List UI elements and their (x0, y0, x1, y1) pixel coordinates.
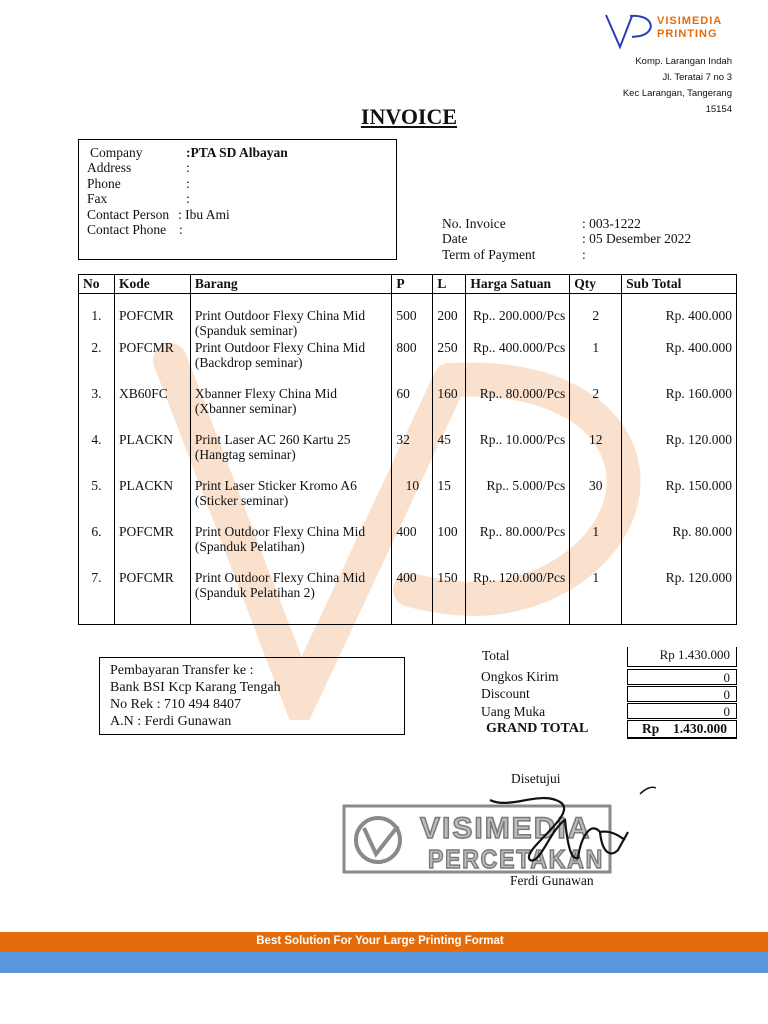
item-note: (Spanduk Pelatihan) (194, 539, 305, 554)
cell-barang (190, 340, 392, 386)
cell-barang (190, 524, 392, 570)
cell-harga: Rp.. 80.000/Pcs (466, 386, 570, 432)
item-name: Print Outdoor Flexy China Mid (194, 340, 366, 355)
brand-name-line1: VISIMEDIA (657, 15, 723, 27)
item-name: Xbanner Flexy China Mid (194, 386, 338, 401)
cell-p: 800 (392, 340, 433, 386)
footer-band-blue (0, 952, 768, 973)
column-header-barang: Barang (190, 275, 392, 294)
cell-l: 15 (433, 478, 466, 524)
cell-qty: 1 (570, 524, 622, 570)
table-row (79, 478, 737, 524)
item-note: (Spanduk seminar) (194, 323, 298, 338)
item-name: Print Outdoor Flexy China Mid (194, 524, 366, 539)
cell-p: 400 (392, 570, 433, 625)
address-line: Kec Larangan, Tangerang (622, 88, 732, 99)
total-value: Rp 1.430.000 (627, 647, 737, 667)
field-value: : (186, 176, 190, 191)
cell-no: 3. (79, 386, 115, 432)
payment-info-box (99, 657, 405, 735)
down-payment-label: Uang Muka (481, 704, 546, 719)
table-row (79, 340, 737, 386)
stamp-line2: PERCETAKAN (428, 844, 604, 874)
cell-barang (190, 294, 392, 341)
cell-barang (190, 432, 392, 478)
cell-sub-total: Rp. 120.000 (622, 570, 737, 625)
cell-no: 4. (79, 432, 115, 478)
field-label: Contact Phone (87, 222, 167, 237)
brand-name-line2: PRINTING (657, 28, 718, 40)
cell-harga: Rp.. 120.000/Pcs (466, 570, 570, 625)
items-table (78, 274, 737, 625)
item-note: (Hangtag seminar) (194, 447, 296, 462)
column-header-kode: Kode (114, 275, 190, 294)
table-row (79, 294, 737, 341)
cell-kode: POFCMR (114, 294, 190, 341)
address-line: 15154 (705, 104, 732, 115)
cell-no: 2. (79, 340, 115, 386)
cell-l: 150 (433, 570, 466, 625)
invoice-date-label: Date (442, 231, 468, 246)
column-header-p: P (392, 275, 433, 294)
cell-sub-total: Rp. 160.000 (622, 386, 737, 432)
cell-harga: Rp.. 5.000/Pcs (466, 478, 570, 524)
term-of-payment-value: : (582, 247, 586, 262)
item-note: (Xbanner seminar) (194, 401, 297, 416)
field-value: : (186, 160, 190, 175)
signatory-name: Ferdi Gunawan (510, 873, 594, 888)
address-line: Jl. Teratai 7 no 3 (662, 72, 732, 83)
field-value: :PTA SD Albayan (186, 145, 288, 160)
cell-harga: Rp.. 80.000/Pcs (466, 524, 570, 570)
cell-p: 10 (392, 478, 433, 524)
cell-harga: Rp.. 400.000/Pcs (466, 340, 570, 386)
cell-sub-total: Rp. 400.000 (622, 340, 737, 386)
cell-no: 5. (79, 478, 115, 524)
item-note: (Spanduk Pelatihan 2) (194, 585, 315, 600)
term-of-payment-label: Term of Payment (442, 247, 536, 262)
discount-label: Discount (481, 686, 530, 701)
item-note: (Sticker seminar) (194, 493, 289, 508)
cell-kode: POFCMR (114, 570, 190, 625)
column-header-no: No (79, 275, 115, 294)
table-row (79, 432, 737, 478)
brand-name (657, 15, 722, 41)
cell-qty: 2 (570, 294, 622, 341)
cell-l: 45 (433, 432, 466, 478)
cell-l: 100 (433, 524, 466, 570)
field-label: Contact Person (87, 207, 170, 222)
cell-sub-total: Rp. 120.000 (622, 432, 737, 478)
footer-tagline: Best Solution For Your Large Printing Format (256, 935, 504, 947)
approval-label: Disetujui (511, 771, 561, 786)
grand-total-value (627, 720, 737, 739)
payment-line: A.N : Ferdi Gunawan (110, 714, 232, 729)
item-note: (Backdrop seminar) (194, 355, 303, 370)
cell-p: 400 (392, 524, 433, 570)
field-value: : (186, 191, 190, 206)
cell-kode: PLACKN (114, 478, 190, 524)
invoice-date-value: : 05 Desember 2022 (582, 231, 692, 246)
item-name: Print Outdoor Flexy China Mid (194, 308, 366, 323)
payment-line: Pembayaran Transfer ke : (110, 663, 254, 678)
cell-l: 250 (433, 340, 466, 386)
cell-no: 7. (79, 570, 115, 625)
cell-no: 1. (79, 294, 115, 341)
cell-barang (190, 478, 392, 524)
field-label: Address (87, 160, 132, 175)
table-row (79, 386, 737, 432)
cell-p: 32 (392, 432, 433, 478)
column-header-harga-satuan: Harga Satuan (466, 275, 570, 294)
cell-harga: Rp.. 200.000/Pcs (466, 294, 570, 341)
down-payment-value: 0 (627, 703, 737, 719)
item-name: Print Laser Sticker Kromo A6 (194, 478, 357, 493)
cell-qty: 1 (570, 570, 622, 625)
field-value: : Ibu Ami (178, 207, 230, 222)
stamp-line1: VISIMEDIA (420, 812, 592, 845)
shipping-value: 0 (627, 669, 737, 685)
grand-total-currency: Rp (642, 721, 660, 736)
cell-p: 60 (392, 386, 433, 432)
grand-total-label: GRAND TOTAL (486, 721, 589, 736)
grand-total-amount: 1.430.000 (673, 721, 727, 736)
page-title: INVOICE (360, 104, 458, 129)
cell-sub-total: Rp. 400.000 (622, 294, 737, 341)
cell-kode: PLACKN (114, 432, 190, 478)
cell-sub-total: Rp. 80.000 (622, 524, 737, 570)
cell-l: 160 (433, 386, 466, 432)
payment-line: No Rek : 710 494 8407 (110, 697, 242, 712)
cell-barang (190, 386, 392, 432)
table-row (79, 524, 737, 570)
cell-l: 200 (433, 294, 466, 341)
field-label: Phone (87, 176, 121, 191)
shipping-label: Ongkos Kirim (481, 669, 559, 684)
cell-kode: POFCMR (114, 340, 190, 386)
cell-p: 500 (392, 294, 433, 341)
cell-kode: XB60FC (114, 386, 190, 432)
total-label: Total (482, 648, 510, 663)
cell-qty: 2 (570, 386, 622, 432)
table-header-row (79, 275, 737, 294)
address-line: Komp. Larangan Indah (635, 56, 732, 67)
signature-icon (450, 780, 665, 875)
item-name: Print Outdoor Flexy China Mid (194, 570, 366, 585)
field-value: : (179, 222, 183, 237)
cell-qty: 12 (570, 432, 622, 478)
cell-barang (190, 570, 392, 625)
customer-info-box (78, 139, 397, 260)
invoice-number-value: : 003-1222 (582, 216, 641, 231)
table-row (79, 570, 737, 625)
column-header-sub-total: Sub Total (622, 275, 737, 294)
field-label: Fax (87, 191, 108, 206)
cell-harga: Rp.. 10.000/Pcs (466, 432, 570, 478)
column-header-qty: Qty (570, 275, 622, 294)
cell-qty: 30 (570, 478, 622, 524)
cell-no: 6. (79, 524, 115, 570)
cell-qty: 1 (570, 340, 622, 386)
item-name: Print Laser AC 260 Kartu 25 (194, 432, 351, 447)
column-header-l: L (433, 275, 466, 294)
cell-sub-total: Rp. 150.000 (622, 478, 737, 524)
cell-kode: POFCMR (114, 524, 190, 570)
field-label: Company (90, 145, 143, 160)
payment-line: Bank BSI Kcp Karang Tengah (110, 680, 281, 695)
invoice-number-label: No. Invoice (442, 216, 506, 231)
discount-value: 0 (627, 686, 737, 702)
